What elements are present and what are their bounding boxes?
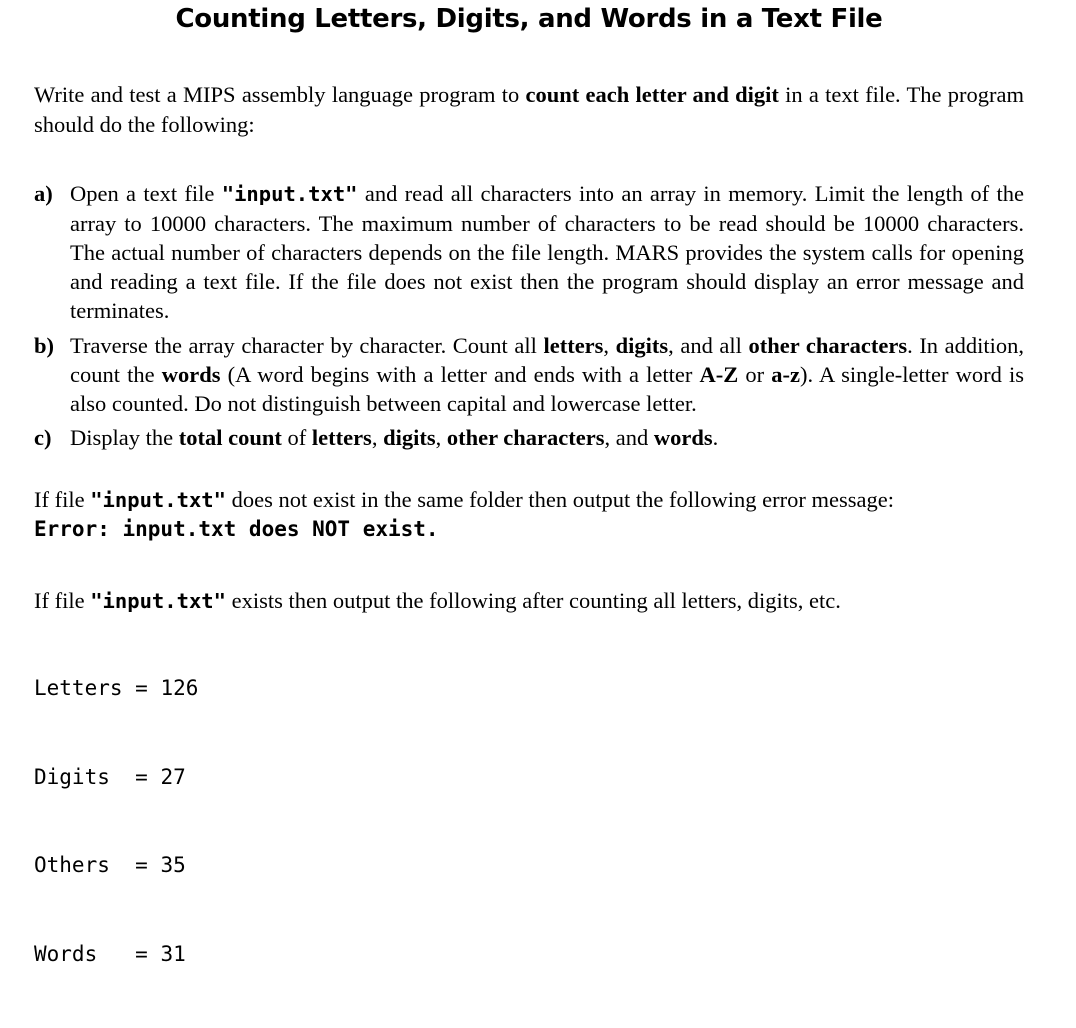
task-b-bold-lowercase: a-z [771,362,800,387]
task-c-text-1: Display the [70,425,179,450]
output-value: 126 [160,676,199,700]
output-label: Others [34,853,123,877]
page-title: Counting Letters, Digits, and Words in a Text File [175,4,883,34]
task-b [34,331,1024,418]
output-value: 35 [160,853,186,877]
task-c-bold-total: total count [178,425,282,450]
task-b-text-4: . In addition, count the [70,333,1025,387]
output-label: Digits [34,764,123,789]
task-c-bold-letters: letters [311,425,372,450]
error-text-1: If file [34,487,91,512]
task-a [34,179,1024,325]
output-row [34,851,198,881]
intro-text-2: in a text file. The program should do the following: [34,82,1024,137]
output-row [34,763,198,793]
output-instruction [34,586,841,616]
output-filename: "input.txt" [90,589,226,613]
task-b-letter: b) [34,333,55,358]
task-c-text [70,423,1024,452]
task-c-letter: c) [34,425,52,450]
task-b-text-3: , and all [668,333,749,358]
output-label: Letters [34,676,123,700]
task-c-text-2: of [281,425,312,450]
task-b-text-6: or [738,362,772,387]
output-separator: = [122,853,161,877]
task-c-text-3: , [371,425,384,450]
task-b-bold-uppercase: A-Z [699,362,739,387]
task-b-bold-other: other characters [748,333,908,358]
output-label: Words [34,941,123,966]
task-a-text-2: and read all characters into an array in memory. Limit the length of the array to 10000 characters. The maximum number of characters to be read should be 10000 characters. The actual number of characters depends on the file length. MARS provides the system calls for opening and reading a text file. If the file does not exist then the program should display an error message and terminates. [70,181,1024,323]
task-b-text-7: ). A single-letter word is also counted. Do not distinguish between capital and lowercase letter. [70,362,1024,416]
output-value: 31 [160,941,186,966]
sample-output [34,615,198,1028]
error-instruction [34,485,894,515]
intro-bold: count each letter and digit [525,82,779,107]
output-value: 27 [160,764,186,789]
task-b-text [70,331,1024,418]
task-b-bold-digits: digits [615,333,669,358]
task-c-text-5: , and [604,425,654,450]
task-b-text-1: Traverse the array character by character. Count all [70,333,544,358]
output-separator: = [122,941,161,966]
output-separator: = [122,676,161,700]
task-c-bold-other: other characters [446,425,605,450]
error-filename: "input.txt" [90,488,226,512]
output-text-2: exists then output the following after counting all letters, digits, etc. [225,588,841,613]
task-a-text [70,179,1024,325]
task-c-bold-digits: digits [383,425,436,450]
output-row [34,940,198,970]
task-b-text-5: (A word begins with a letter and ends with a letter [220,362,700,387]
task-c-text-4: , [435,425,447,450]
task-a-letter: a) [34,181,53,206]
task-b-bold-words: words [161,362,221,387]
output-separator: = [122,764,161,789]
error-message: Error: input.txt does NOT exist. [34,517,439,541]
task-c [34,423,1024,452]
intro-text-1: Write and test a MIPS assembly language program to [34,82,526,107]
task-c-text-6: . [712,425,719,450]
task-b-text-2: , [603,333,616,358]
output-text-1: If file [34,588,91,613]
task-b-bold-letters: letters [543,333,604,358]
task-a-text-1: Open a text file [70,181,222,206]
task-a-filename: "input.txt" [221,182,358,206]
error-text-2: does not exist in the same folder then output the following error message: [225,487,894,512]
task-c-bold-words: words [653,425,713,450]
intro-paragraph [34,80,1024,140]
output-row [34,674,198,704]
